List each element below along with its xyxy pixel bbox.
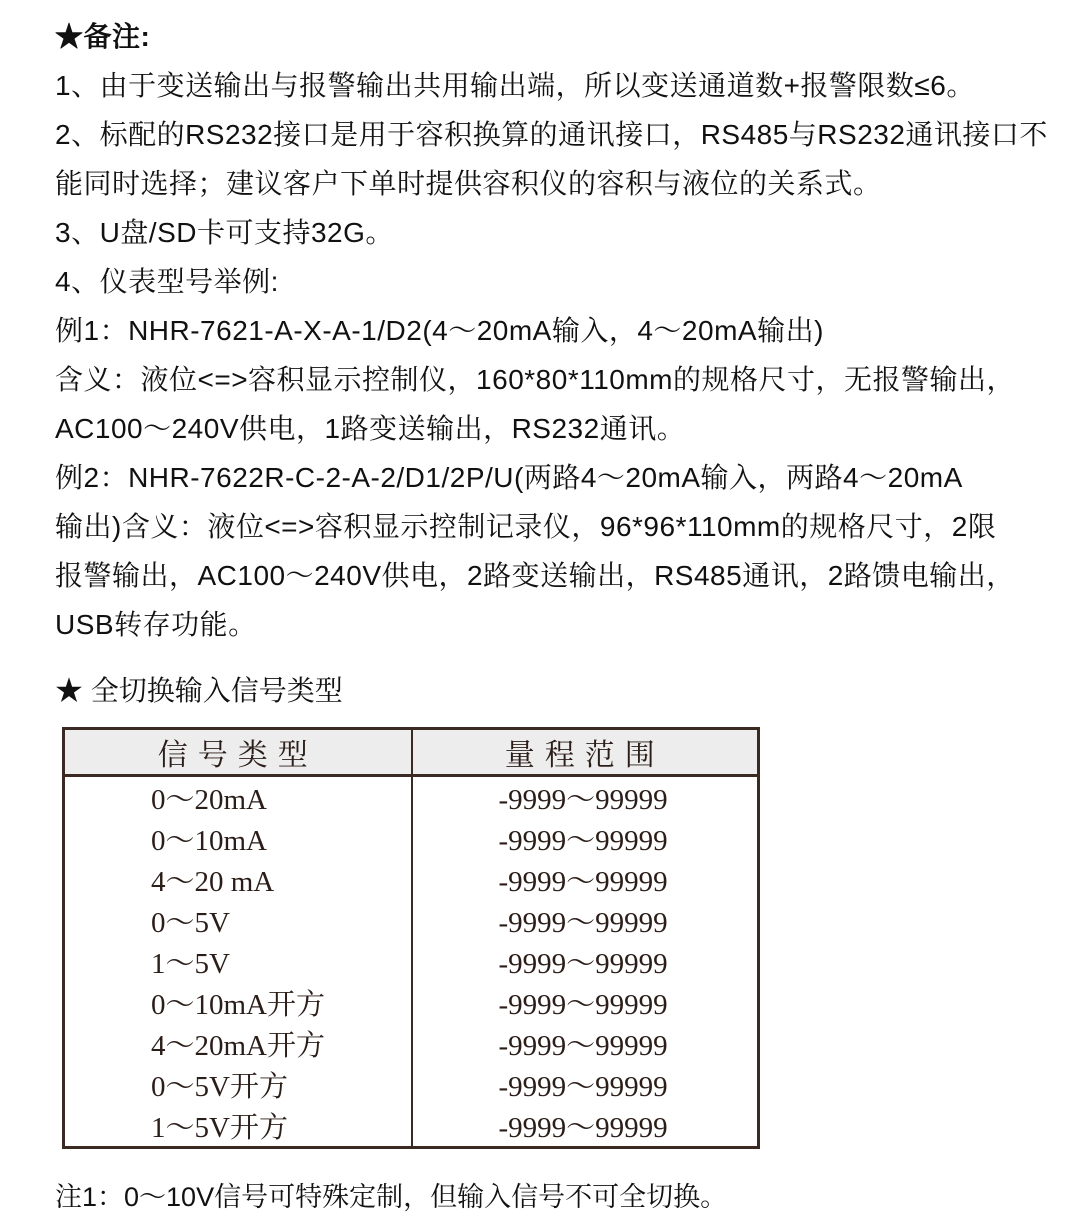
note-line-6: 例1：NHR-7621-A-X-A-1/D2(4～20mA输入，4～20mA输出) xyxy=(55,315,824,346)
signal-table-header xyxy=(64,729,759,776)
signal-type-cell: 0～5V xyxy=(64,900,412,941)
footnote-note1: 注1：0～10V信号可特殊定制，但输入信号不可全切换。 xyxy=(55,1182,728,1212)
note-line-11: 报警输出，AC100～240V供电，2路变送输出，RS485通讯，2路馈电输出， xyxy=(55,560,1015,591)
range-cell: -9999～99999 xyxy=(498,1071,668,1103)
signal-type-cell: 1～5V xyxy=(64,941,412,982)
note-line-8: AC100～240V供电，1路变送输出，RS232通讯。 xyxy=(55,413,686,444)
signal-type-cell: 4～20 mA xyxy=(64,859,412,900)
table-row xyxy=(64,941,759,982)
note-line-10: 输出)含义：液位<=>容积显示控制记录仪，96*96*110mm的规格尺寸，2限 xyxy=(55,511,997,542)
table-row xyxy=(64,776,759,819)
range-cell: -9999～99999 xyxy=(498,989,668,1021)
note-line-5: 4、仪表型号举例: xyxy=(55,266,279,297)
table-row xyxy=(64,1023,759,1064)
signal-type-cell: 0～20mA xyxy=(64,776,412,819)
range-cell: -9999～99999 xyxy=(498,1030,668,1062)
signal-type-cell: 0～10mA开方 xyxy=(64,982,412,1023)
table-row xyxy=(64,900,759,941)
table-row xyxy=(64,982,759,1023)
column-header-range: 量程范围 xyxy=(412,729,759,776)
signal-type-cell: 0～10mA xyxy=(64,818,412,859)
signal-type-cell: 4～20mA开方 xyxy=(64,1023,412,1064)
signal-type-table xyxy=(62,727,760,1149)
column-header-signal-type: 信号类型 xyxy=(64,729,412,776)
note-line-12: USB转存功能。 xyxy=(55,609,257,640)
table-row xyxy=(64,859,759,900)
note-line-1: 1、由于变送输出与报警输出共用输出端，所以变送通道数+报警限数≤6。 xyxy=(55,70,975,101)
signal-table-body xyxy=(64,776,759,1148)
range-cell: -9999～99999 xyxy=(498,866,668,898)
range-cell: -9999～99999 xyxy=(498,907,668,939)
range-cell: -9999～99999 xyxy=(498,784,668,816)
note-line-7: 含义：液位<=>容积显示控制仪，160*80*110mm的规格尺寸，无报警输出， xyxy=(55,364,1015,395)
range-cell: -9999～99999 xyxy=(498,948,668,980)
range-cell: -9999～99999 xyxy=(498,1112,668,1144)
table-row xyxy=(64,818,759,859)
range-cell: -9999～99999 xyxy=(498,825,668,857)
table-row xyxy=(64,1064,759,1105)
note-line-3: 能同时选择；建议客户下单时提供容积仪的容积与液位的关系式。 xyxy=(55,168,882,199)
notes-heading: ★备注: xyxy=(55,21,151,52)
note-line-9: 例2：NHR-7622R-C-2-A-2/D1/2P/U(两路4～20mA输入，两路4～20mA xyxy=(55,462,963,493)
signal-type-cell: 0～5V开方 xyxy=(64,1064,412,1105)
section-title-signal-types: ★ 全切换输入信号类型 xyxy=(55,675,343,706)
signal-type-cell: 1～5V开方 xyxy=(64,1105,412,1148)
table-header-row xyxy=(64,729,759,776)
note-line-2: 2、标配的RS232接口是用于容积换算的通讯接口，RS485与RS232通讯接口不 xyxy=(55,119,1048,150)
table-row xyxy=(64,1105,759,1148)
note-line-4: 3、U盘/SD卡可支持32G。 xyxy=(55,217,394,248)
